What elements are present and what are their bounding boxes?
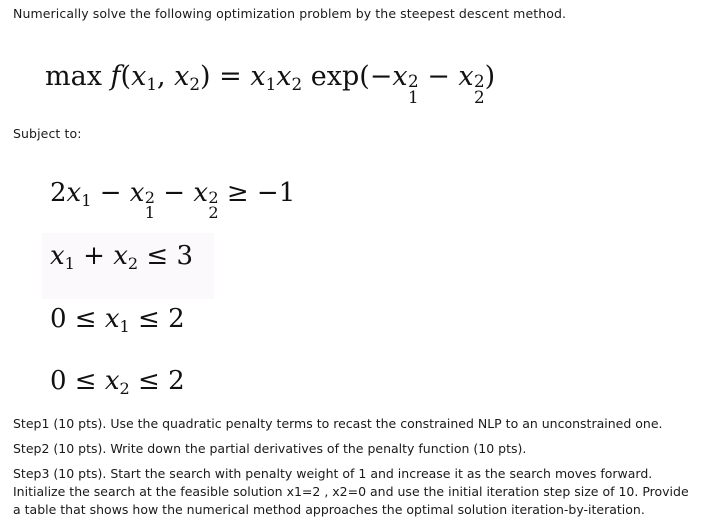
constraint-3: 0 ≤ x1 ≤ 2 xyxy=(50,304,185,337)
step-3: Step3 (10 pts). Start the search with penalty weight of 1 and increase it as the search moves forward. Initialize the search at the feasible solution x1=2 , x2=0 and use the initial iteration step size of 10. Provide a table that shows how the numerical method approaches the optimal solution iteration-by-iteration. xyxy=(13,466,689,517)
constraint-4: 0 ≤ x2 ≤ 2 xyxy=(50,366,185,399)
step-1: Step1 (10 pts). Use the quadratic penalty terms to recast the constrained NLP to an unconstrained one. xyxy=(13,416,663,431)
constraint-1: 2x1 − x 2 1 − x 2 2 ≥ −1 xyxy=(50,178,296,222)
subject-to-label: Subject to: xyxy=(13,126,82,141)
objective-function: max f(x1, x2) = x1x2 exp(−x 2 1 − x 2 2 ) xyxy=(45,61,496,107)
problem-intro: Numerically solve the following optimization problem by the steepest descent method. xyxy=(13,6,567,21)
steps-section xyxy=(13,415,693,526)
step-2: Step2 (10 pts). Write down the partial derivatives of the penalty function (10 pts). xyxy=(13,441,527,456)
constraint-2: x1 + x2 ≤ 3 xyxy=(50,241,194,274)
